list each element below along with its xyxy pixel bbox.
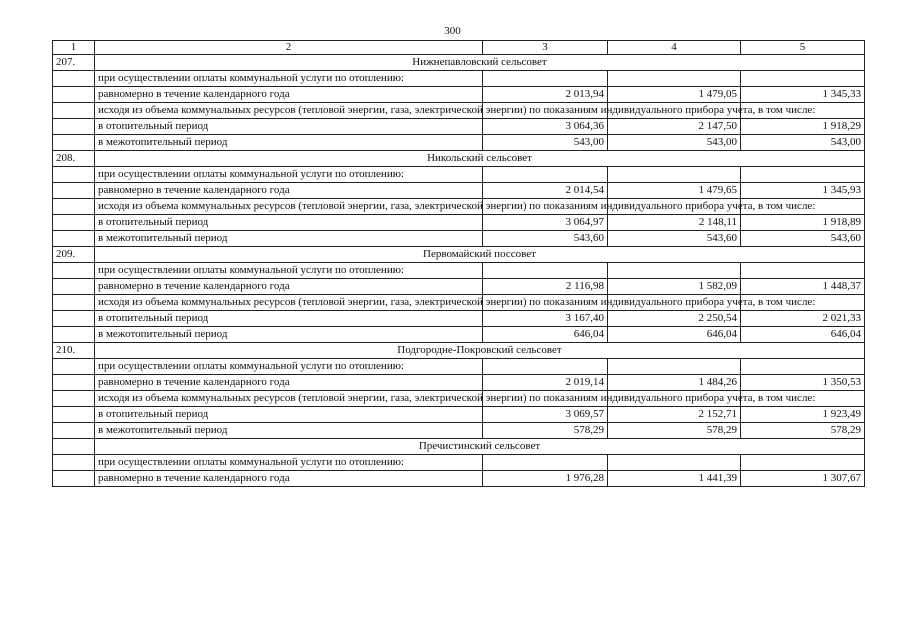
row-number-cell <box>53 71 95 87</box>
row-value-col5 <box>741 167 865 183</box>
row-label: при осуществлении оплаты коммунальной услуги по отоплению: <box>95 71 483 87</box>
table-row <box>53 135 865 151</box>
row-value-col5: 1 448,37 <box>741 279 865 295</box>
table-row <box>53 167 865 183</box>
row-number-cell <box>53 103 95 119</box>
row-label: равномерно в течение календарного года <box>95 183 483 199</box>
section-title: Никольский сельсовет <box>95 151 865 167</box>
row-value-col4: 1 441,39 <box>608 471 741 487</box>
row-value-col5: 1 918,29 <box>741 119 865 135</box>
table-row <box>53 183 865 199</box>
row-number-cell <box>53 423 95 439</box>
table-row <box>53 471 865 487</box>
row-value-col3: 3 064,97 <box>483 215 608 231</box>
row-value-col4: 2 148,11 <box>608 215 741 231</box>
row-value-col5 <box>741 263 865 279</box>
row-value-col3: 3 069,57 <box>483 407 608 423</box>
table-header-row <box>53 41 865 55</box>
table-row <box>53 103 865 119</box>
tariff-table-body <box>53 41 865 487</box>
row-value-col4 <box>608 263 741 279</box>
row-value-col3 <box>483 455 608 471</box>
row-value-col5: 2 021,33 <box>741 311 865 327</box>
section-header-row <box>53 439 865 455</box>
row-number-cell <box>53 471 95 487</box>
row-value-col3: 2 019,14 <box>483 375 608 391</box>
row-value-col4: 1 479,65 <box>608 183 741 199</box>
row-label: равномерно в течение календарного года <box>95 87 483 103</box>
row-number-cell <box>53 87 95 103</box>
row-label: исходя из объема коммунальных ресурсов (тепловой энергии, газа, электрической энергии) по показаниям индивидуального прибора учета, в том числе: <box>95 295 483 311</box>
row-value-col5: 1 307,67 <box>741 471 865 487</box>
row-value-col3: 543,60 <box>483 231 608 247</box>
row-number-cell <box>53 327 95 343</box>
row-value-col4: 2 152,71 <box>608 407 741 423</box>
row-value-col5: 1 350,53 <box>741 375 865 391</box>
row-value-col4: 1 582,09 <box>608 279 741 295</box>
section-header-row <box>53 343 865 359</box>
row-value-col5 <box>741 359 865 375</box>
row-value-col5: 646,04 <box>741 327 865 343</box>
row-value-col5: 543,60 <box>741 231 865 247</box>
section-title: Пречистинский сельсовет <box>95 439 865 455</box>
row-number-cell <box>53 311 95 327</box>
row-label: при осуществлении оплаты коммунальной услуги по отоплению: <box>95 167 483 183</box>
row-number-cell <box>53 167 95 183</box>
row-value-col3: 3 167,40 <box>483 311 608 327</box>
row-number-cell <box>53 375 95 391</box>
row-value-col4: 2 147,50 <box>608 119 741 135</box>
row-number-cell <box>53 279 95 295</box>
table-row <box>53 119 865 135</box>
row-label: в отопительный период <box>95 215 483 231</box>
row-value-col3 <box>483 263 608 279</box>
row-number-cell <box>53 359 95 375</box>
section-header-row <box>53 55 865 71</box>
row-number-cell <box>53 455 95 471</box>
row-value-col4 <box>608 359 741 375</box>
row-value-col5: 1 923,49 <box>741 407 865 423</box>
table-row <box>53 391 865 407</box>
header-cell: 2 <box>95 41 483 55</box>
row-label: при осуществлении оплаты коммунальной услуги по отоплению: <box>95 359 483 375</box>
section-number <box>53 439 95 455</box>
row-value-col4: 543,60 <box>608 231 741 247</box>
header-cell: 5 <box>741 41 865 55</box>
row-label: при осуществлении оплаты коммунальной услуги по отоплению: <box>95 455 483 471</box>
row-value-col5: 578,29 <box>741 423 865 439</box>
row-label: в отопительный период <box>95 119 483 135</box>
table-row <box>53 375 865 391</box>
section-number: 208. <box>53 151 95 167</box>
page-number: 300 <box>444 25 461 37</box>
row-number-cell <box>53 263 95 279</box>
section-title: Нижнепавловский сельсовет <box>95 55 865 71</box>
row-value-col4: 1 479,05 <box>608 87 741 103</box>
row-value-col5 <box>741 71 865 87</box>
row-value-col3: 2 013,94 <box>483 87 608 103</box>
row-value-col5: 1 918,89 <box>741 215 865 231</box>
row-value-col3 <box>483 167 608 183</box>
row-label: исходя из объема коммунальных ресурсов (тепловой энергии, газа, электрической энергии) по показаниям индивидуального прибора учета, в том числе: <box>95 199 483 215</box>
row-number-cell <box>53 135 95 151</box>
row-value-col4: 646,04 <box>608 327 741 343</box>
row-value-col3: 543,00 <box>483 135 608 151</box>
table-row <box>53 263 865 279</box>
row-label: в отопительный период <box>95 311 483 327</box>
row-label: равномерно в течение календарного года <box>95 279 483 295</box>
table-row <box>53 71 865 87</box>
header-cell: 1 <box>53 41 95 55</box>
row-value-col3 <box>483 359 608 375</box>
section-header-row <box>53 247 865 263</box>
table-row <box>53 279 865 295</box>
row-number-cell <box>53 231 95 247</box>
row-value-col4: 578,29 <box>608 423 741 439</box>
row-value-col4: 1 484,26 <box>608 375 741 391</box>
row-number-cell <box>53 119 95 135</box>
row-value-col3: 2 014,54 <box>483 183 608 199</box>
row-number-cell <box>53 391 95 407</box>
row-value-col4: 2 250,54 <box>608 311 741 327</box>
row-value-col3 <box>483 71 608 87</box>
section-title: Подгородне-Покровский сельсовет <box>95 343 865 359</box>
row-value-col3: 578,29 <box>483 423 608 439</box>
row-value-col5: 1 345,93 <box>741 183 865 199</box>
row-value-col4 <box>608 167 741 183</box>
section-number: 207. <box>53 55 95 71</box>
row-label: в отопительный период <box>95 407 483 423</box>
row-value-col5 <box>741 455 865 471</box>
header-cell: 3 <box>483 41 608 55</box>
row-value-col4: 543,00 <box>608 135 741 151</box>
row-label: исходя из объема коммунальных ресурсов (тепловой энергии, газа, электрической энергии) по показаниям индивидуального прибора учета, в том числе: <box>95 103 483 119</box>
row-label: в межотопительный период <box>95 135 483 151</box>
row-number-cell <box>53 407 95 423</box>
row-label: в межотопительный период <box>95 231 483 247</box>
header-cell: 4 <box>608 41 741 55</box>
row-value-col3: 2 116,98 <box>483 279 608 295</box>
row-value-col3: 1 976,28 <box>483 471 608 487</box>
section-title: Первомайский поссовет <box>95 247 865 263</box>
section-number: 210. <box>53 343 95 359</box>
table-row <box>53 407 865 423</box>
row-number-cell <box>53 199 95 215</box>
row-label: равномерно в течение календарного года <box>95 471 483 487</box>
table-row <box>53 423 865 439</box>
row-value-col5: 1 345,33 <box>741 87 865 103</box>
section-number: 209. <box>53 247 95 263</box>
row-label: равномерно в течение календарного года <box>95 375 483 391</box>
row-label: исходя из объема коммунальных ресурсов (тепловой энергии, газа, электрической энергии) по показаниям индивидуального прибора учета, в том числе: <box>95 391 483 407</box>
table-row <box>53 327 865 343</box>
row-number-cell <box>53 183 95 199</box>
row-value-col3: 646,04 <box>483 327 608 343</box>
row-value-col4 <box>608 455 741 471</box>
row-value-col3: 3 064,36 <box>483 119 608 135</box>
tariff-table <box>52 40 865 487</box>
section-header-row <box>53 151 865 167</box>
row-value-col4 <box>608 71 741 87</box>
table-row <box>53 199 865 215</box>
row-label: в межотопительный период <box>95 327 483 343</box>
row-number-cell <box>53 295 95 311</box>
row-value-col5: 543,00 <box>741 135 865 151</box>
row-label: в межотопительный период <box>95 423 483 439</box>
table-row <box>53 87 865 103</box>
table-row <box>53 311 865 327</box>
table-row <box>53 455 865 471</box>
table-row <box>53 231 865 247</box>
table-row <box>53 295 865 311</box>
table-row <box>53 359 865 375</box>
table-row <box>53 215 865 231</box>
row-label: при осуществлении оплаты коммунальной услуги по отоплению: <box>95 263 483 279</box>
row-number-cell <box>53 215 95 231</box>
